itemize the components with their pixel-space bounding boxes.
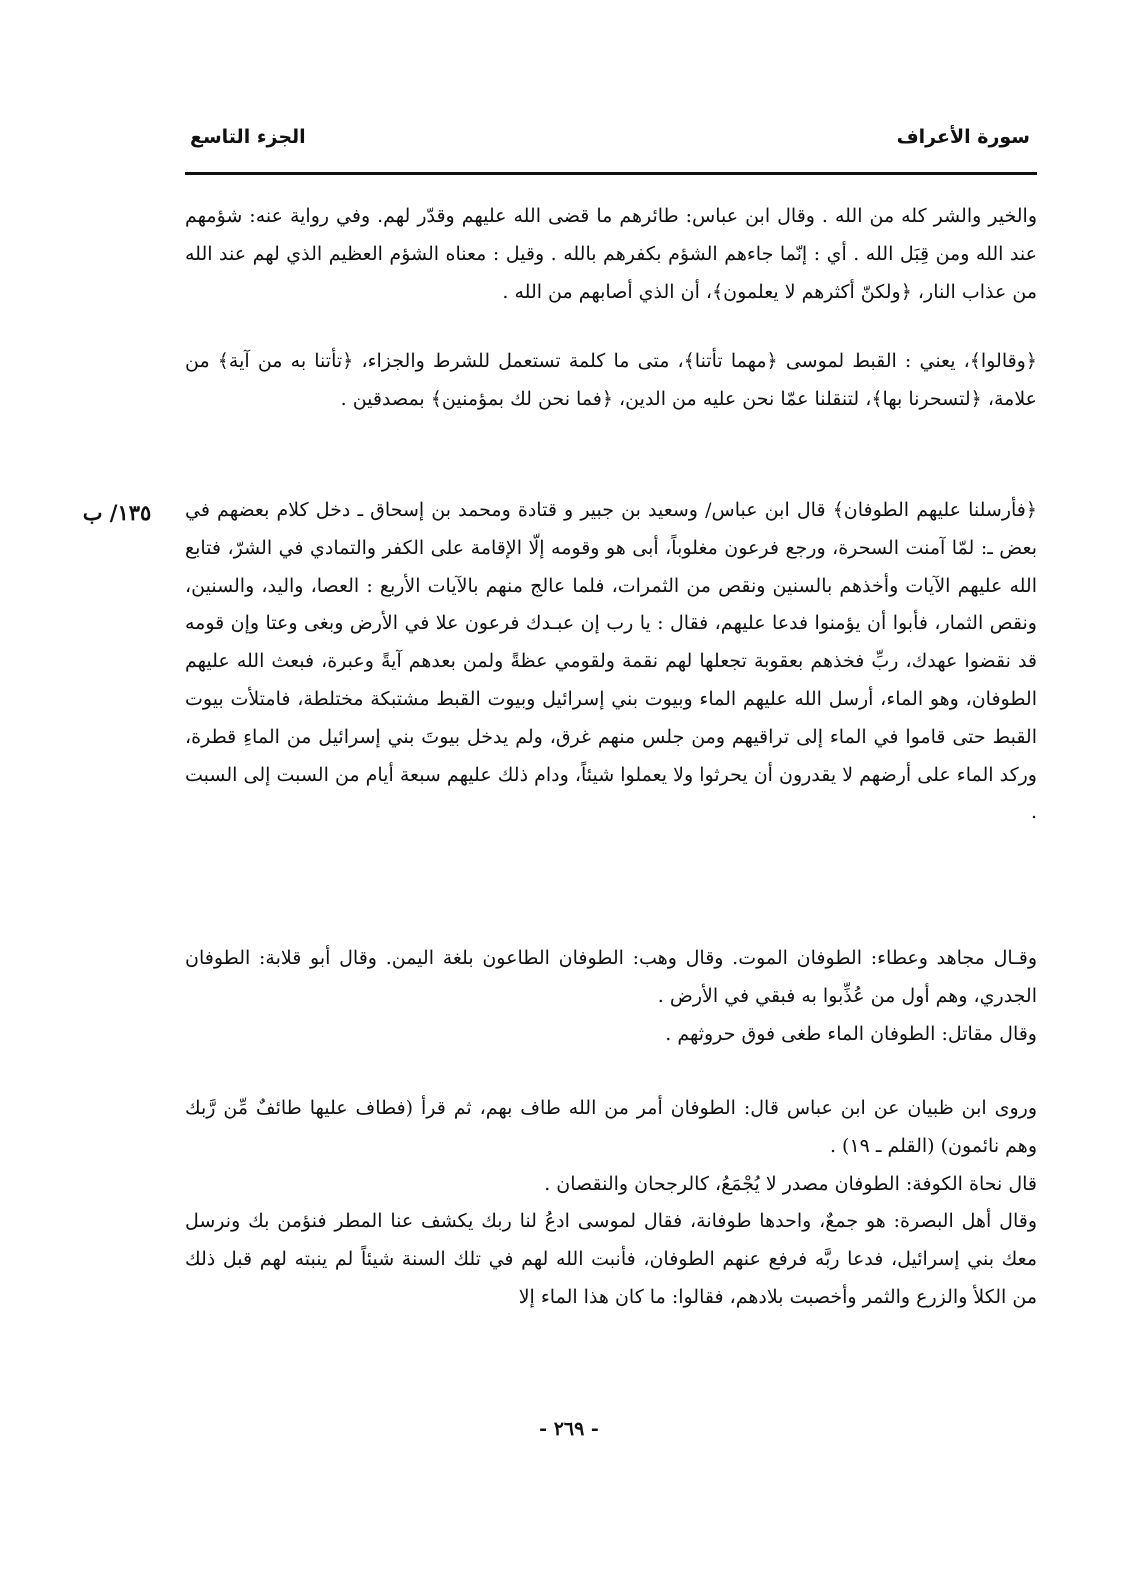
paragraph-text: وروى ابن ظبيان عن ابن عباس قال: الطوفان أمر من الله طاف بهم، ثم قرأ (فطاف عليها طائفٌ مِّن رَّبك وهم نائمون) (القلم ـ ١٩) . bbox=[185, 1097, 1037, 1157]
surah-header: سورة الأعراف bbox=[896, 126, 1030, 148]
paragraph-text: ﴿فأرسلنا عليهم الطوفان﴾ قال ابن عباس/ وسعيد بن جبير و قتادة ومحمد بن إسحاق ـ دخل كلام بعضهم في بعض ـ: لمّا آمنت السحرة، ورجع فرعون مغلوباً، أبى هو وقومه إلّا الإقامة على الكفر والتمادي في الشرّ، فتابع الله عليهم الآيات وأخذهم بالسنين ونقص من الثمرات، فلما عالج منهم بالآيات الأربع : العصا، واليد، والسنين، ونقص الثمار، فأبوا أن يؤمنوا فدعا عليهم، فقال : يا رب إن عبـدك فرعون علا في الأرض وبغى وعتا وإن قومه قد نقضوا عهدك، ربِّ فخذهم بعقوبة تجعلها لهم نقمة ولقومي عظةً ولمن بعدهم آيةً وعبرة، فبعث الله عليهم الطوفان، وهو الماء، أرسل الله عليهم الماء وبيوت بني إسرائيل وبيوت القبط مشتبكة مختلطة، فامتلأت بيوت القبط حتى قاموا في الماء إلى تراقيهم ومن جلس منهم غرق، ولم يدخل بيوتَ بني إسرائيل من الماءِ قطرة، وركد الماء على أرضهم لا يقدرون أن يحرثوا ولا يعملوا شيئاً، ودام ذلك عليهم سبعة أيام من السبت إلى السبت . bbox=[185, 499, 1037, 824]
paragraph-text: ﴿وقالوا﴾، يعني : القبط لموسى ﴿مهما تأتنا﴾، متى ما كلمة تستعمل للشرط والجزاء، ﴿تأتنا به من آية﴾ من علامة، ﴿لتسحرنا بها﴾، لتنقلنا عمّا نحن عليه من الدين، ﴿فما نحن لك بمؤمنين﴾ بمصدقين . bbox=[185, 350, 1037, 410]
paragraph-text: والخير والشر كله من الله . وقال ابن عباس: طائرهم ما قضى الله عليهم وقدّر لهم. وفي رواية عنه: شؤمهم عند الله ومن قِبَل الله . أي : إنّما جاءهم الشؤم بكفرهم بالله . وقيل : معناه الشؤم العظيم الذي لهم عند الله من عذاب النار، ﴿ولكنّ أكثرهم لا يعلمون﴾، أن الذي أصابهم من الله . bbox=[185, 205, 1037, 303]
paragraph-3 bbox=[185, 492, 1037, 832]
paragraph-2 bbox=[185, 343, 1037, 419]
paragraph-text: قال نحاة الكوفة: الطوفان مصدر لا يُجْمَعُ، كالرجحان والنقصان . bbox=[544, 1172, 1037, 1195]
page-number: - ٢٦٩ - bbox=[539, 1418, 599, 1440]
paragraph-text: وقال أهل البصرة: هو جمعٌ، واحدها طوفانة، فقال لموسى ادعُ لنا ربك يكشف عنا المطر فنؤمن بك ونرسل معك بني إسرائيل، فدعا ربَّه فرفع عنهم الطوفان، فأنبت الله لهم في تلك السنة شيئاً لم ينبته لهم قبل ذلك من الكلأ والزرع والثمر وأخصبت بلادهم، فقالوا: ما كان هذا الماء إلا bbox=[185, 1210, 1037, 1308]
paragraph-text: وقـال مجاهد وعطاء: الطوفان الموت. وقال وهب: الطوفان الطاعون بلغة اليمن. وقال أبو قلابة: الطوفان الجدري، وهم أول من عُذِّبوا به فبقي في الأرض . bbox=[185, 947, 1037, 1007]
paragraph-1 bbox=[185, 198, 1037, 311]
manuscript-folio-marker: ١٣٥/ ب bbox=[82, 500, 152, 525]
paragraph-5 bbox=[185, 1090, 1037, 1317]
paragraph-4 bbox=[185, 940, 1037, 1053]
juz-header: الجزء التاسع bbox=[190, 126, 306, 148]
header-rule bbox=[185, 172, 1037, 175]
paragraph-text: وقال مقاتل: الطوفان الماء طغى فوق حروثهم . bbox=[665, 1022, 1037, 1045]
